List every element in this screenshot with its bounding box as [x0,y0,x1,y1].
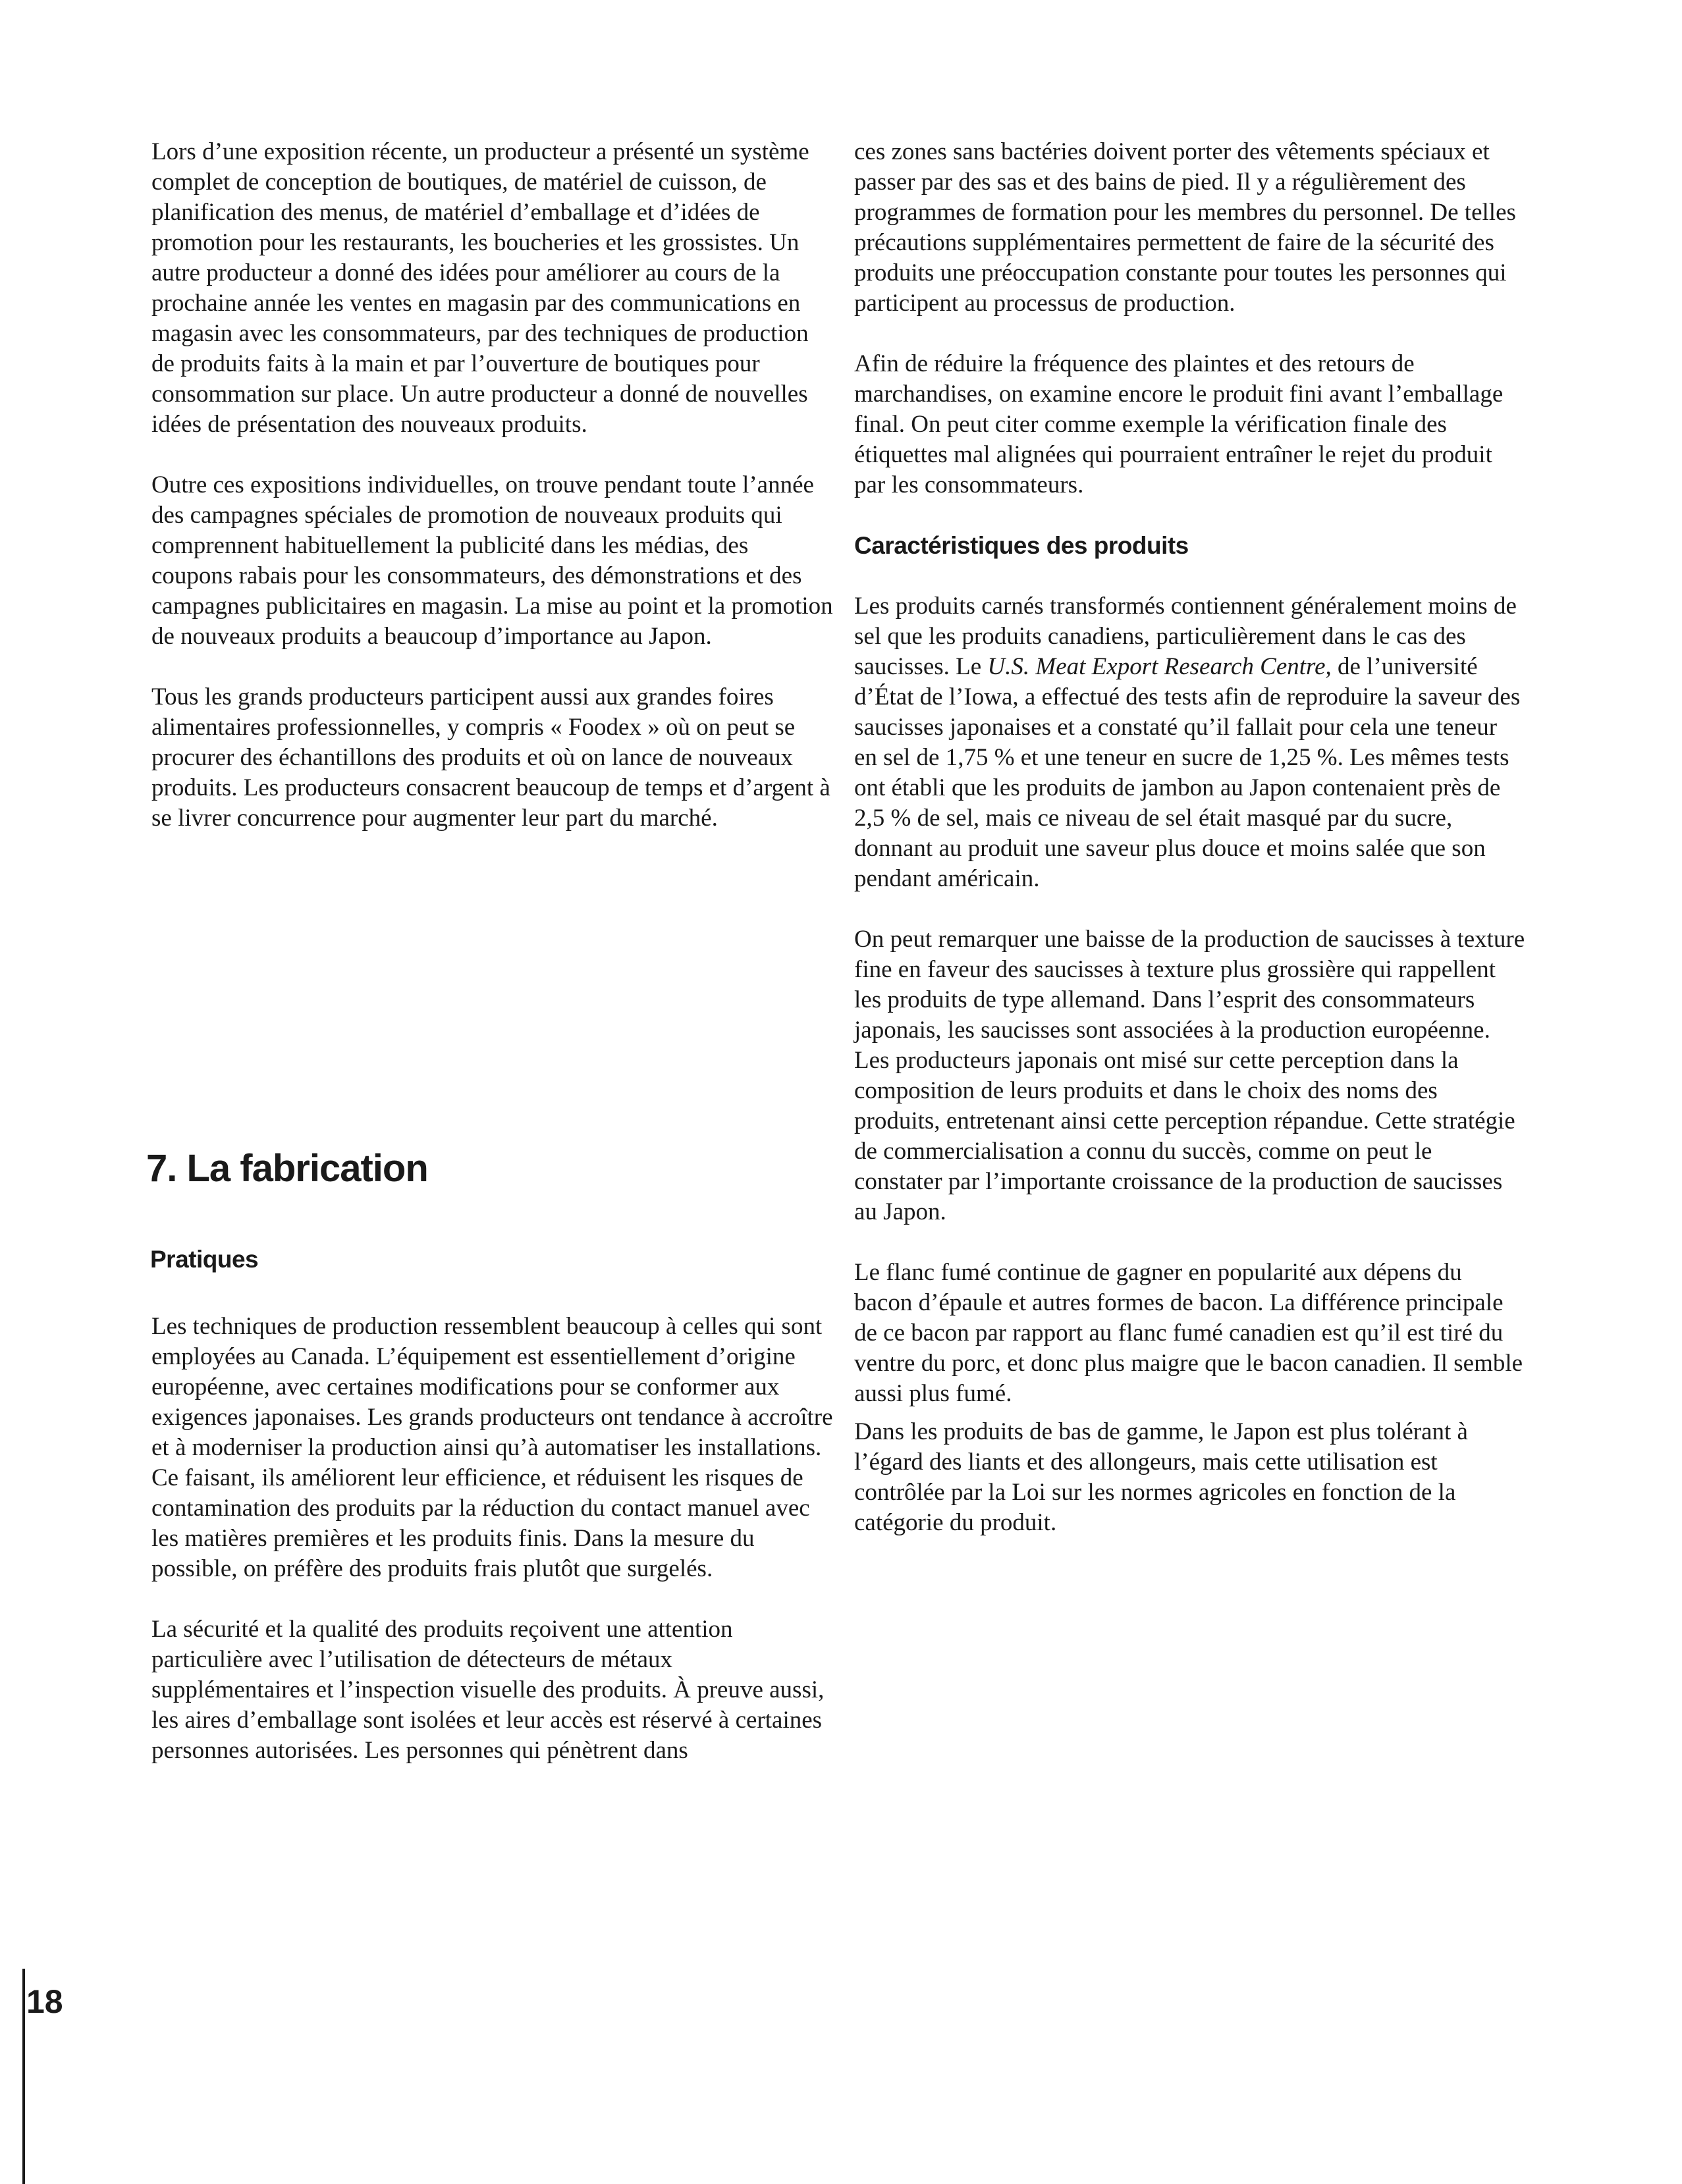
left-column-lower [151,1312,833,1796]
body-paragraph: La sécurité et la qualité des produits reçoivent une attention particulière avec l’utilisation de détecteurs de métaux supplémentaires et l’inspection visuelle des produits. À preuve aussi, les aires d’emballage sont isolées et leur accès est réservé à certaines personnes autorisées. Les personnes qui pénètrent dans [151,1616,825,1764]
body-paragraph: Lors d’une exposition récente, un producteur a présenté un système complet de conception de boutiques, de matériel de cuisson, de planification des menus, de matériel d’emballage et d’idées de promotion pour les restaurants, les boucheries et les grossistes. Un autre producteur a donné des idées pour améliorer au cours de la prochaine année les ventes en magasin par des communications en magasin avec les consommateurs, par des techniques de production de produits faits à la main et par l’ouverture de boutiques pour consommation sur place. Un autre producteur a donné de nouvelles idées de présentation des nouveaux produits. [151,138,809,438]
left-column [151,137,833,864]
paragraph-text: Les produits carnés transformés contiennent généralement moins de sel que les produits canadiens, particulièrement dans le cas des saucisses. Le [854,593,1517,680]
italic-organization-name: U.S. Meat Export Research Centre, [987,653,1332,680]
section-title: 7. La fabrication [146,1147,428,1190]
page-number: 18 [26,1983,63,2020]
body-paragraph: Tous les grands producteurs participent aussi aux grandes foires alimentaires professionnelles, y compris « Foodex » où on peut se procurer des échantillons des produits et où on lance de nouveaux produits. Les producteurs consacrent beaucoup de temps et d’argent à se livrer concurrence pour augmenter leur part du marché. [151,683,830,832]
subsection-title-caracteristiques: Caractéristiques des produits [854,532,1189,559]
body-paragraph: Le flanc fumé continue de gagner en popularité aux dépens du bacon d’épaule et autres formes de bacon. La différence principale de ce bacon par rapport au flanc fumé canadien est qu’il est tiré du ventre du porc, et donc plus maigre que le bacon canadien. Il semble aussi plus fumé. [854,1259,1523,1407]
body-paragraph: Les techniques de production ressemblent beaucoup à celles qui sont employées au Canada. L’équipement est essentiellement d’origine européenne, avec certaines modifications pour se conformer aux exigences japonaises. Les grands producteurs ont tendance à accroître et à moderniser la production ainsi qu’à automatiser les installations. Ce faisant, ils améliorent leur efficience, et réduisent les risques de contamination des produits par la réduction du contact manuel avec les matières premières et les produits finis. Dans la mesure du possible, on préfère des produits frais plutôt que surgelés. [151,1313,833,1582]
paragraph-text: de l’université d’État de l’Iowa, a effectué des tests afin de reproduire la saveur des saucisses japonaises et a constaté qu’il fallait pour cela une teneur en sel de 1,75 % et une teneur en sucre de 1,25 %. Les mêmes tests ont établi que les produits de jambon au Japon contenaient près de 2,5 % de sel, mais ce niveau de sel était masqué par du sucre, donnant au produit une saveur plus douce et moins salée que son pendant américain. [854,653,1521,892]
body-paragraph-with-italic [854,591,1526,894]
body-paragraph: On peut remarquer une baisse de la production de saucisses à texture fine en faveur des saucisses à texture plus grossière qui rappellent les produits de type allemand. Dans l’esprit des consommateurs japonais, les saucisses sont associées à la production européenne. Les producteurs japonais ont misé sur cette perception dans la composition de leurs produits et dans le choix des noms des produits, entretenant ainsi cette perception répandue. Cette stratégie de commercialisation a connu du succès, comme on peut le constater par l’importante croissance de la production de saucisses au Japon. [854,926,1525,1225]
right-column [854,137,1526,1568]
body-paragraph: Afin de réduire la fréquence des plaintes et des retours de marchandises, on examine encore le produit fini avant l’emballage final. On peut citer comme exemple la vérification finale des étiquettes mal alignées qui pourraient entraîner le rejet du produit par les consommateurs. [854,350,1504,498]
page-margin-rule [22,1969,25,2184]
subsection-title-pratiques: Pratiques [150,1246,259,1273]
body-paragraph: ces zones sans bactéries doivent porter des vêtements spéciaux et passer par des sas et des bains de pied. Il y a régulièrement des programmes de formation pour les membres du personnel. De telles précautions supplémentaires permettent de faire de la sécurité des produits une préoccupation constante pour toutes les personnes qui participent au processus de production. [854,138,1516,317]
body-paragraph: Dans les produits de bas de gamme, le Japon est plus tolérant à l’égard des liants et des allongeurs, mais cette utilisation est contrôlée par la Loi sur les normes agricoles en fonction de la catégorie du produit. [854,1418,1468,1536]
body-paragraph: Outre ces expositions individuelles, on trouve pendant toute l’année des campagnes spéciales de promotion de nouveaux produits qui comprennent habituellement la publicité dans les médias, des coupons rabais pour les consommateurs, des démonstrations et des campagnes publicitaires en magasin. La mise au point et la promotion de nouveaux produits a beaucoup d’importance au Japon. [151,471,833,650]
